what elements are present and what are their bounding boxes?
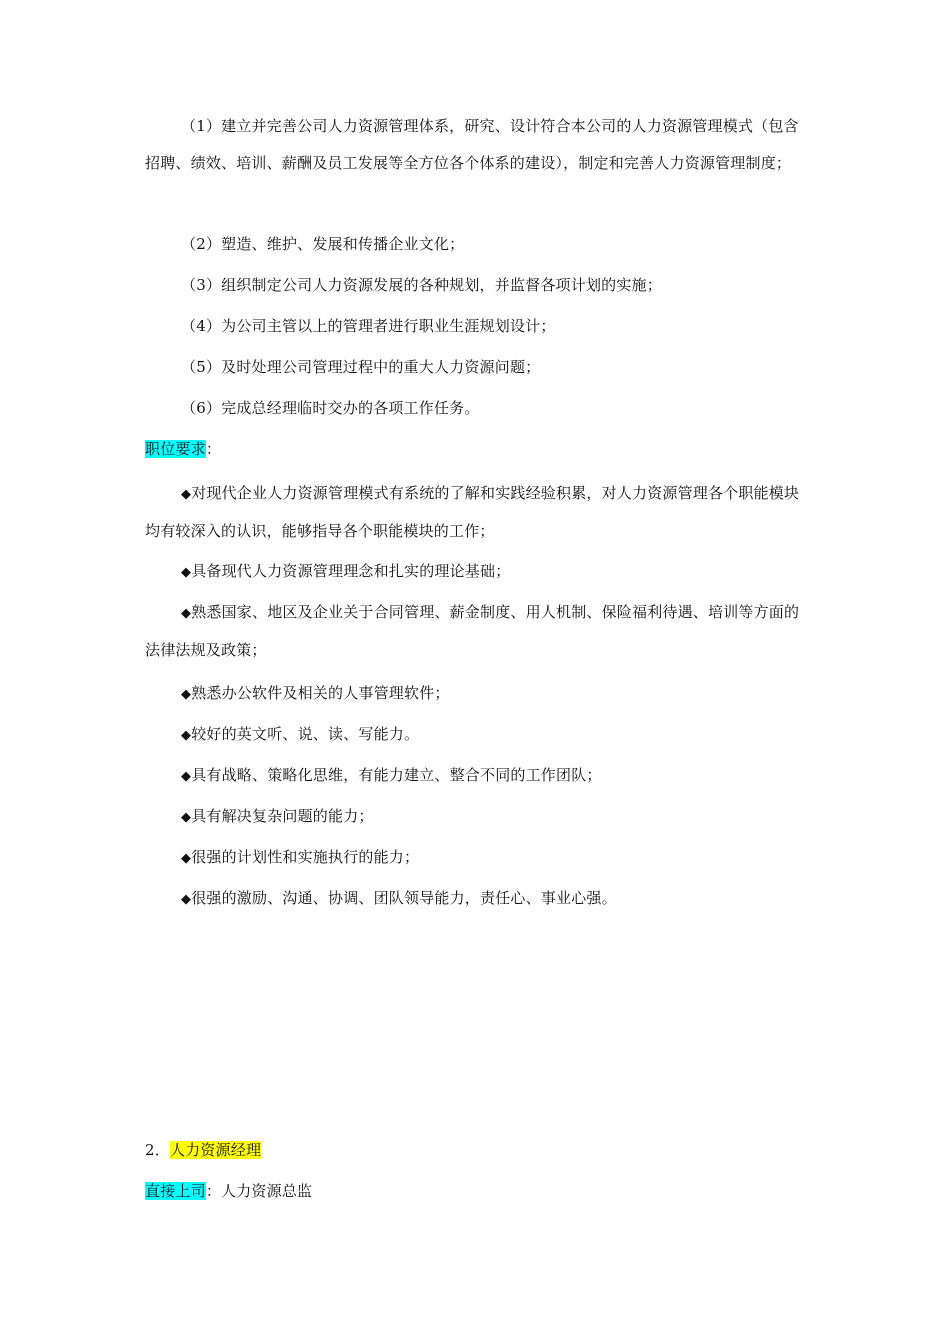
duty-item-1: （1）建立并完善公司人力资源管理体系，研究、设计符合本公司的人力资源管理模式（包含招聘、绩效、培训、薪酬及员工发展等全方位各个体系的建设），制定和完善人力资源管理制度； <box>145 117 799 172</box>
section-2-title: 人力资源经理 <box>169 1141 262 1159</box>
requirements-heading-label: 职位要求 <box>145 440 206 458</box>
duty-item-4: （4）为公司主管以上的管理者进行职业生涯规划设计； <box>181 317 556 335</box>
requirement-item-1 <box>145 475 810 550</box>
requirement-text: 熟悉办公软件及相关的人事管理软件； <box>191 684 450 702</box>
requirement-text: 很强的激励、沟通、协调、团队领导能力，责任心、事业心强。 <box>191 889 617 907</box>
duty-item-2: （2）塑造、维护、发展和传播企业文化； <box>181 235 465 253</box>
requirements-heading <box>145 431 810 468</box>
requirement-item-3 <box>145 594 810 669</box>
requirement-item-4 <box>145 675 810 713</box>
diamond-bullet-icon: ◆ <box>181 769 192 784</box>
duty-item-6: （6）完成总经理临时交办的各项工作任务。 <box>181 399 480 417</box>
diamond-bullet-icon: ◆ <box>181 810 192 825</box>
section-2-number: 2． <box>145 1141 170 1159</box>
requirement-text: 具有战略、策略化思维，有能力建立、整合不同的工作团队； <box>191 766 602 784</box>
section-2-heading <box>145 1132 810 1169</box>
requirement-item-8 <box>145 839 810 877</box>
direct-supervisor-value: 人力资源总监 <box>221 1182 313 1200</box>
requirement-item-5 <box>145 716 810 754</box>
diamond-bullet-icon: ◆ <box>181 687 192 702</box>
requirement-text: 对现代企业人力资源管理模式有系统的了解和实践经验积累，对人力资源管理各个职能模块均有较深入的认识，能够指导各个职能模块的工作； <box>145 484 800 540</box>
diamond-bullet-icon: ◆ <box>181 851 192 866</box>
duty-item-3: （3）组织制定公司人力资源发展的各种规划，并监督各项计划的实施； <box>181 276 662 294</box>
requirement-text: 很强的计划性和实施执行的能力； <box>191 848 420 866</box>
requirement-item-9 <box>145 880 810 918</box>
direct-supervisor-label: 直接上司 <box>145 1182 206 1200</box>
requirements-heading-colon: ： <box>205 440 222 458</box>
requirement-text: 具备现代人力资源管理理念和扎实的理论基础； <box>191 562 511 580</box>
diamond-bullet-icon: ◆ <box>181 565 192 580</box>
diamond-bullet-icon: ◆ <box>181 606 192 621</box>
requirement-item-6 <box>145 757 810 795</box>
diamond-bullet-icon: ◆ <box>181 487 192 502</box>
direct-supervisor-line <box>145 1173 810 1210</box>
requirement-item-7 <box>145 798 810 836</box>
diamond-bullet-icon: ◆ <box>181 728 192 743</box>
diamond-bullet-icon: ◆ <box>181 892 192 907</box>
requirement-text: 具有解决复杂问题的能力； <box>191 807 374 825</box>
requirement-text: 熟悉国家、地区及企业关于合同管理、薪金制度、用人机制、保险福利待遇、培训等方面的法律法规及政策； <box>145 603 800 659</box>
direct-supervisor-colon: ： <box>205 1182 222 1200</box>
requirement-text: 较好的英文听、说、读、写能力。 <box>191 725 420 743</box>
requirement-item-2 <box>145 553 810 591</box>
duty-item-5: （5）及时处理公司管理过程中的重大人力资源问题； <box>181 358 541 376</box>
